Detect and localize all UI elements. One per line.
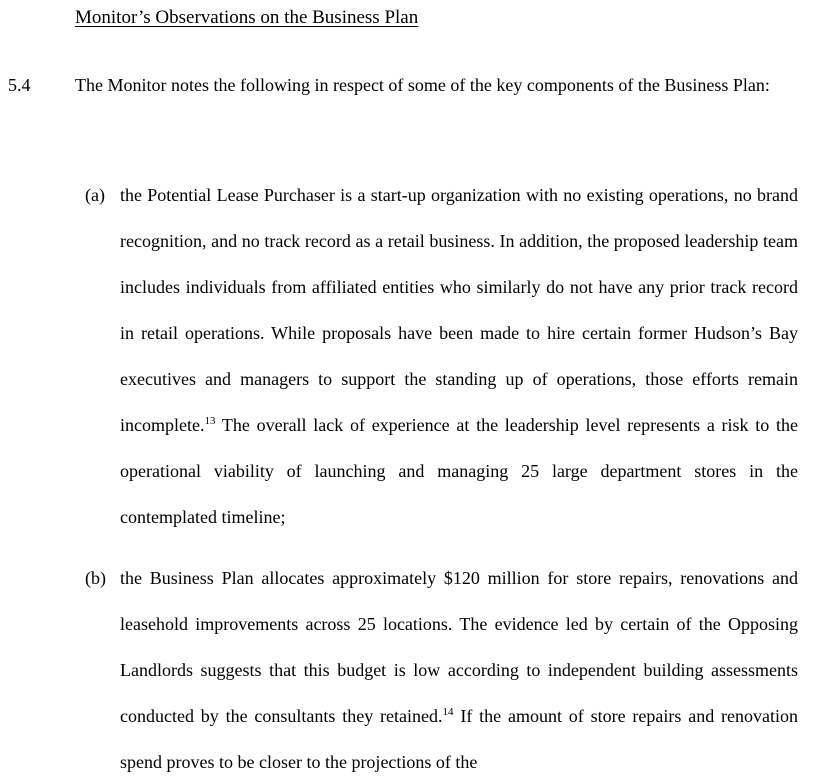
- section-heading: Monitor’s Observations on the Business Plan: [75, 7, 419, 28]
- list-item-b-text: [120, 555, 798, 784]
- paragraph-text: The Monitor notes the following in respect of some of the key components of the Business Plan:: [75, 75, 770, 95]
- list-item-b-text-after-footnote: If the amount of store repairs and renovation spend proves to be closer to the projections of the: [120, 706, 799, 772]
- footnote-ref-14: 14: [442, 706, 454, 718]
- list-item-b: [85, 555, 798, 784]
- list-item-a-text-after-footnote: The overall lack of experience at the leadership level represents a risk to the operational viability of launching and managing 25 large department stores in the contemplated timeline;: [120, 415, 798, 527]
- list-item-a-text: [120, 172, 798, 540]
- paragraph-5-4: [0, 62, 798, 108]
- list-item-b-text-before-footnote: the Business Plan allocates approximately $120 million for store repairs, renovations and leasehold improvements across 25 locations. The evidence led by certain of the Opposing Landlords suggests that this budget is low according to independent building assessments conducted by the consultants they retained.: [120, 568, 798, 726]
- footnote-ref-13: 13: [204, 415, 216, 427]
- list-item-b-label: (b): [85, 568, 106, 588]
- list-item-a-text-before-footnote: the Potential Lease Purchaser is a start-up organization with no existing operations, no brand recognition, and no track record as a retail business. In addition, the proposed leadership team includes individuals from affiliated entities who similarly do not have any prior track record in retail operations. While proposals have been made to hire certain former Hudson’s Bay executives and managers to support the standing up of operations, those efforts remain incomplete.: [120, 185, 798, 435]
- list-item-a-label: (a): [85, 185, 105, 205]
- list-item-a: [85, 172, 798, 540]
- paragraph-number: 5.4: [8, 75, 31, 95]
